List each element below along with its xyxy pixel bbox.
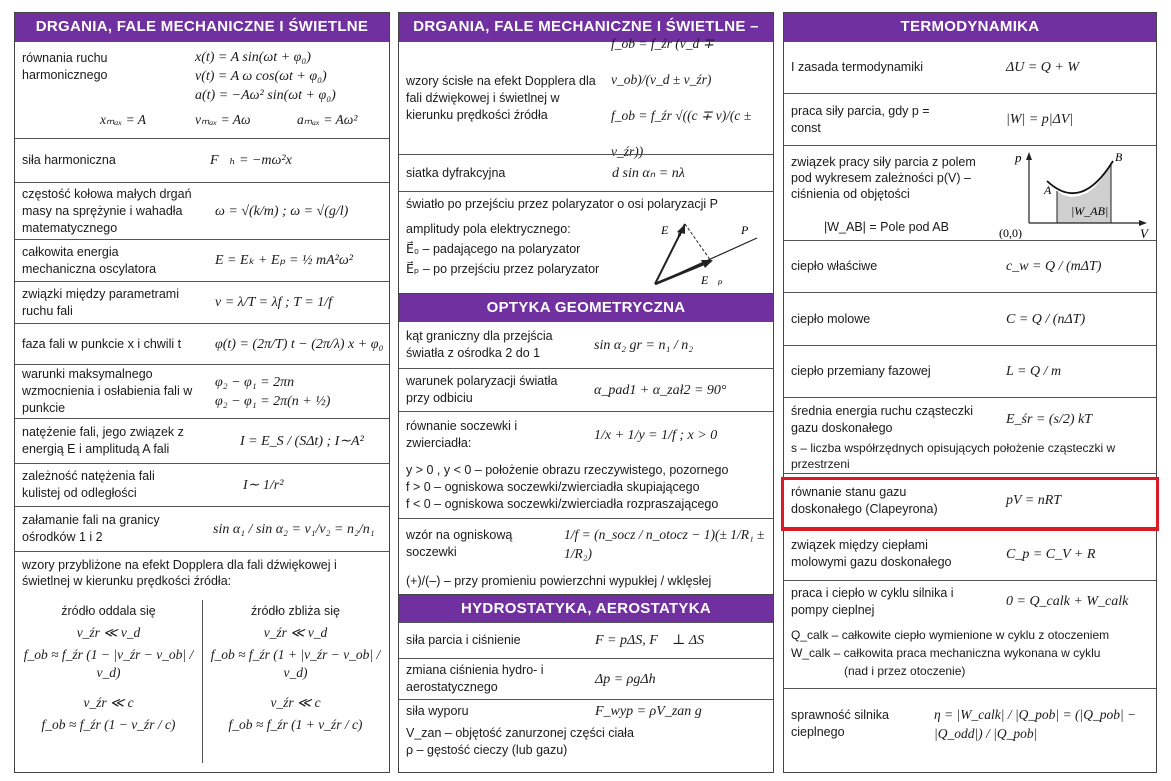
section-title-optics: OPTYKA GEOMETRYCZNA <box>399 293 773 321</box>
note-line: (nad i przez otoczenie) <box>844 664 966 678</box>
axis-v-label: V <box>1140 226 1148 239</box>
row-wave-phase <box>15 323 389 364</box>
row-label: wzory ścisłe na efekt Dopplera dla fali dźwiękowej i świetlnej w kierunku prędkości źródła <box>406 73 596 122</box>
axis-p-arrow <box>1026 152 1032 160</box>
row-label: związek między ciepłami molowymi gazu doskonałego <box>791 538 952 569</box>
pv-graph <box>999 149 1154 239</box>
formula-vmax: vₘₐₓ = Aω <box>195 112 251 127</box>
row-label: praca i ciepło w cyklu silnika i pompy cieplnej <box>791 585 954 617</box>
formula-sound: f_ob = f_źr (v_d ∓ v_ob)/(v_d ± v_źr) <box>611 36 714 87</box>
row-label: ciepło właściwe <box>791 259 878 273</box>
row-efficiency <box>784 688 1156 758</box>
condition: v_źr ≪ c <box>83 695 134 710</box>
note-line: V_zan – objętość zanurzonej części ciała <box>406 726 634 740</box>
formula: α_pad1 + α_zał2 = 90° <box>594 382 727 398</box>
formula: sin α₂ gr = n₁ / n₂ <box>594 337 694 353</box>
formula-v: v(t) = A ω cos(ωt + φ₀) <box>195 69 327 84</box>
highlight-box <box>781 477 1159 531</box>
formula: f_ob ≈ f_źr (1 − v_źr / c) <box>41 717 176 732</box>
section-title-thermodynamics: TERMODYNAMIKA <box>784 13 1156 41</box>
row-mean-energy <box>784 397 1156 473</box>
note-line: Q_calk – całkowite ciepło wymienione w cyklu z otoczeniem <box>791 628 1110 642</box>
row-pv-work <box>784 145 1156 240</box>
formula: η = |W_calk| / |Q_pob| = (|Q_pob| − |Q_odd|) / |Q_pob| <box>934 706 1137 741</box>
row-latent-heat <box>784 345 1156 397</box>
condition: v_źr ≪ c <box>270 695 321 710</box>
row-first-law <box>784 41 1156 93</box>
axis-p-label: p <box>1015 150 1022 165</box>
point-a-label: A <box>1044 183 1052 197</box>
formula: Δp = ρgΔh <box>595 671 656 687</box>
formula: E = Eₖ + Eₚ = ½ mA²ω² <box>215 253 353 268</box>
polarizer-line: E⃗₀ – padającego na polaryzator <box>406 242 581 256</box>
formula-max: φ₂ − φ₁ = 2πn <box>215 374 295 390</box>
row-label: załamanie fali na granicy ośrodków 1 i 2 <box>22 513 160 544</box>
row-label: wzór na ogniskową soczewki <box>406 527 513 559</box>
note-line: f > 0 – ogniskowa soczewki/zwierciadła skupiającego <box>406 480 700 494</box>
row-label: warunek polaryzacji światła przy odbiciu <box>406 374 558 405</box>
column-oscillations <box>14 12 390 773</box>
formula: L = Q / m <box>1006 364 1062 379</box>
formula: ΔU = Q + W <box>1006 60 1079 75</box>
row-critical-angle <box>399 321 773 368</box>
area-formula: |W_AB| = Pole pod AB <box>824 220 949 234</box>
note-line: s – liczba współrzędnych opisujących położenie cząsteczki w przestrzeni <box>791 441 1116 471</box>
formula-block <box>611 36 773 159</box>
doppler-intro: wzory przybliżone na efekt Dopplera dla fali dźwiękowej i świetlnej w kierunku prędkości źródła: <box>22 558 337 588</box>
row-harmonic-motion <box>15 41 389 138</box>
column-thermodynamics <box>783 12 1157 773</box>
row-label: częstość kołowa małych drgań masy na sprężynie i wahadła matematycznego <box>22 186 192 235</box>
formula: C = Q / (nΔT) <box>1006 311 1086 327</box>
label-e0: E⃗₀ <box>661 223 682 237</box>
row-label: równanie stanu gazu doskonałego (Clapeyrona) <box>791 484 938 516</box>
section-title-oscillations: DRGANIA, FALE MECHANICZNE I ŚWIETLNE <box>15 13 389 41</box>
section-title-oscillations-cd: DRGANIA, FALE MECHANICZNE I ŚWIETLNE – CD. <box>399 13 773 41</box>
formula: F⃗ₕ = −mω²x⃗ <box>210 153 303 168</box>
formula: f_ob ≈ f_źr (1 + v_źr / c) <box>228 717 363 732</box>
case-receding <box>15 594 202 769</box>
formula: ω = √(k/m) ; ω = √(g/l) <box>215 203 349 219</box>
formula: F = pΔS, F⃗ ⊥ ΔS <box>595 633 705 648</box>
row-molar-heat <box>784 292 1156 345</box>
row-label: warunki maksymalnego wzmocnienia i osłabienia fali w punkcie <box>22 367 193 415</box>
formula: C_p = C_V + R <box>1006 546 1096 562</box>
row-label: równanie soczewki i zwierciadła: <box>406 419 518 450</box>
formula: v = λ/T = λf ; T = 1/f <box>215 295 332 310</box>
formula: f_ob ≈ f_źr (1 − |v_źr − v_ob| / v_d) <box>23 647 194 680</box>
row-label: związki między parametrami ruchu fali <box>22 286 179 318</box>
area-label: |W_AB| <box>1071 204 1109 218</box>
formula: sin α₁ / sin α₂ = v₁/v₂ = n₂/n₁ <box>213 521 375 537</box>
formula-a: a(t) = −Aω² sin(ωt + φ₀) <box>195 88 336 103</box>
formula: c_w = Q / (mΔT) <box>1006 259 1102 274</box>
projection-line <box>685 224 711 261</box>
row-label: kąt graniczny dla przejścia światła z ośrodka 2 do 1 <box>406 329 553 360</box>
polarizer-line: amplitudy pola elektrycznego: <box>406 222 571 236</box>
row-label: natężenie fali, jego związek z energią E i amplitudą A fali <box>22 425 184 456</box>
polarizer-line: E⃗ₚ – po przejściu przez polaryzator <box>406 262 600 276</box>
formula: f_ob ≈ f_źr (1 + |v_źr − v_ob| / v_d) <box>210 647 381 680</box>
row-angular-frequency <box>15 182 389 239</box>
note-line: (+)/(–) – przy promieniu powierzchni wypukłej / wklęsłej <box>406 574 712 588</box>
row-label: ciepło molowe <box>791 311 871 326</box>
formula-x: x(t) = A sin(ωt + φ₀) <box>195 50 311 65</box>
condition: v_źr ≪ v_d <box>76 625 141 640</box>
note-line: y > 0 , y < 0 – położenie obrazu rzeczywistego, pozornego <box>406 463 729 477</box>
formula: pV = nRT <box>1006 493 1062 508</box>
row-label: faza fali w punkcie x i chwili t <box>22 336 182 351</box>
formula: |W| = p|ΔV| <box>1006 112 1074 127</box>
column-oscillations-continued <box>398 12 774 773</box>
row-buoyancy <box>399 699 773 759</box>
row-label: I zasada termodynamiki <box>791 60 924 74</box>
row-brewster <box>399 368 773 411</box>
row-label: sprawność silnika cieplnego <box>791 707 889 739</box>
formula: I∼ 1/r² <box>243 477 284 493</box>
formula-block <box>215 365 330 418</box>
row-harmonic-force <box>15 138 389 182</box>
row-spherical-intensity <box>15 463 389 506</box>
formula: 1/x + 1/y = 1/f ; x > 0 <box>594 427 718 443</box>
formula-amax: aₘₐₓ = Aω² <box>297 112 358 127</box>
formula: I = E_S / (SΔt) ; I∼A² <box>240 433 364 449</box>
row-label: praca siły parcia, gdy p = const <box>791 103 930 135</box>
row-label: siła harmoniczna <box>22 153 116 167</box>
formula: d sin αₙ = nλ <box>612 165 685 181</box>
note-line: ρ – gęstość cieczy (lub gazu) <box>406 743 568 757</box>
row-intensity <box>15 418 389 463</box>
case-approaching <box>202 594 389 769</box>
row-pressure-force <box>399 622 773 658</box>
row-interference <box>15 364 389 418</box>
row-pressure-change <box>399 658 773 699</box>
row-specific-heat <box>784 240 1156 292</box>
polarizer-diagram <box>639 216 764 291</box>
formula-min: φ₂ − φ₁ = 2π(n + ½) <box>215 393 331 409</box>
row-mechanical-energy <box>15 239 389 281</box>
formula: 1/f = (n_socz / n_otocz − 1)(± 1/R₁ ± 1/R₂) <box>564 526 765 561</box>
formula: F_wyp = ρV_zan g <box>595 704 702 719</box>
note-line: W_calk – całkowita praca mechaniczna wykonana w cyklu <box>791 646 1101 660</box>
row-label: siła wyporu <box>406 704 469 718</box>
row-pressure-work <box>784 93 1156 145</box>
origin-label: (0,0) <box>999 226 1022 239</box>
row-label: ciepło przemiany fazowej <box>791 364 931 378</box>
note-line: f < 0 – ogniskowa soczewki/zwierciadła rozpraszającego <box>406 497 719 511</box>
row-lens-equation <box>399 411 773 518</box>
label-p: P <box>741 223 749 237</box>
formula: E_śr = (s/2) kT <box>1006 412 1093 427</box>
row-label: siatka dyfrakcyjna <box>406 165 506 180</box>
condition: v_źr ≪ v_d <box>263 625 328 640</box>
row-label: zmiana ciśnienia hydro- i aerostatycznego <box>406 663 544 694</box>
row-label: siła parcia i ciśnienie <box>406 633 521 647</box>
doppler-cases <box>15 594 389 769</box>
row-doppler-approx <box>15 551 389 769</box>
polarizer-title: światło po przejściu przez polaryzator o osi polaryzacji P <box>406 197 718 211</box>
row-grating <box>399 154 773 191</box>
row-label: średnia energia ruchu cząsteczki gazu doskonałego <box>791 403 974 435</box>
row-label: równania ruchu harmonicznego <box>22 51 108 82</box>
section-title-hydrostatics: HYDROSTATYKA, AEROSTATYKA <box>399 594 773 622</box>
row-refraction <box>15 506 389 551</box>
formula: 0 = Q_calk + W_calk <box>1006 594 1129 609</box>
row-wave-parameters <box>15 281 389 323</box>
row-lens-focal <box>399 518 773 594</box>
row-label: całkowita energia mechaniczna oscylatora <box>22 244 157 276</box>
case-title: źródło zbliża się <box>251 604 340 618</box>
row-cycle <box>784 580 1156 688</box>
row-mayer <box>784 527 1156 580</box>
label-ep: E⃗ₚ <box>701 273 723 287</box>
formula-xmax: xₘₐₓ = A <box>100 112 147 127</box>
formula-light: f_ob = f_źr √((c ∓ v)/(c ± v_źr)) <box>611 108 752 159</box>
row-label: związek pracy siły parcia z polem pod wykresem zależności p(V) – ciśnienia od objętości <box>791 155 976 201</box>
point-b-label: B <box>1115 150 1123 164</box>
row-polarizer <box>399 191 773 293</box>
row-label: zależność natężenia fali kulistej od odległości <box>22 469 155 500</box>
case-title: źródło oddala się <box>61 604 156 618</box>
formula: φ(t) = (2π/T) t − (2π/λ) x + φ₀ <box>215 336 384 352</box>
